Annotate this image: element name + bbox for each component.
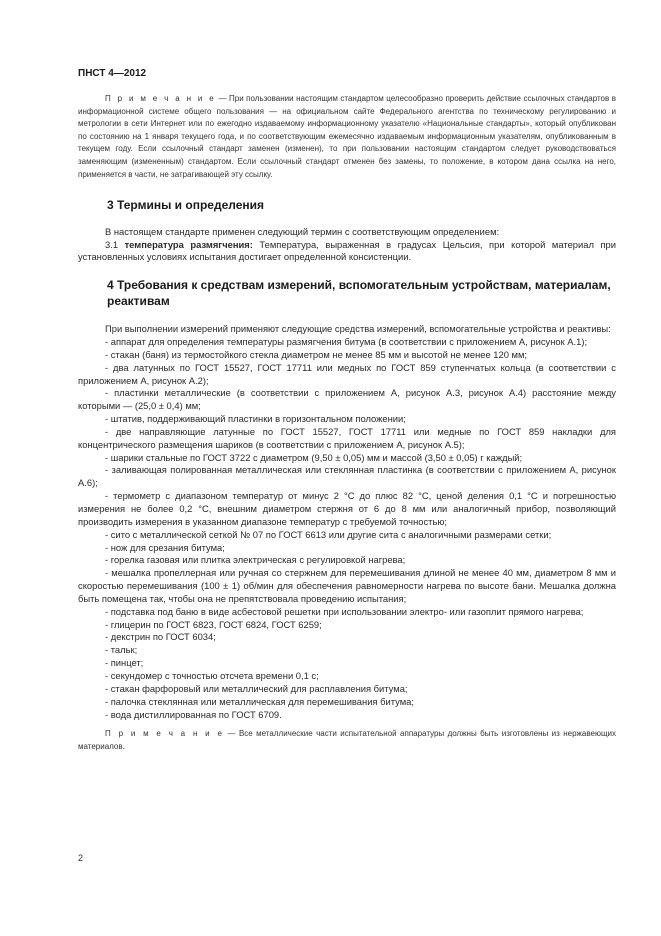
- page-number: 2: [78, 853, 84, 863]
- note-label: П р и м е ч а н и е: [105, 94, 216, 103]
- list-item: - пинцет;: [105, 657, 144, 669]
- list-item: - подставка под баню в виде асбестовой решетки при использовании электро- или газоплит прямого нагрева;: [105, 605, 584, 617]
- note-text: — При пользовании настоящим стандартом целесообразно проверить действие ссылочных стандартов в информационной системе общего пользования — на официальном сайте Федерального агентства по техническому регулированию и метрологии в сети Интернет или по ежегодно издаваемому информационному указателю «Национальные стандарты», который опубликован по состоянию на 1 января текущего года, и по соответствующим ежемесячно издаваемым информационным указателям, опубликованным в текущем году. Если ссылочный стандарт заменен (изменен), то при пользовании настоящим стандартом следует руководствоваться заменяющим (измененным) стандартом. Если ссылочный стандарт отменен без замены, то положение, в котором дана ссылка на него, применяется в части, не затрагивающей эту ссылку.: [78, 94, 616, 179]
- term-definition-text: Температура, выраженная в градусах Цельсия, при которой материал при установленных условиях испытания достигает определенной консистенции.: [78, 238, 616, 263]
- list-item: - заливающая полированная металлическая или стеклянная пластинка (в соответствии с приложением А, рисунок А.6);: [78, 464, 616, 489]
- list-item: - два латунных по ГОСТ 15527, ГОСТ 17711 или медных по ГОСТ 859 ступенчатых кольца (в соответствии с приложением А, рисунок А.2);: [78, 361, 616, 386]
- list-item: - аппарат для определения температуры размягчения битума (в соответствии с приложением А, рисунок А.1);: [105, 336, 588, 348]
- section-4-body: [78, 323, 616, 721]
- term-number: 3.1: [105, 238, 125, 250]
- list-item: - стакан (баня) из термостойкого стекла диаметром не менее 85 мм и высотой не менее 120 мм;: [105, 348, 528, 360]
- materials-note: [78, 728, 616, 753]
- document-code-header: ПНСТ 4—2012: [78, 68, 147, 79]
- list-item: - декстрин по ГОСТ 6034;: [105, 631, 216, 643]
- note-text: — Все металлические части испытательной аппаратуры должны быть изготовлены из нержавеющих материалов.: [78, 729, 616, 751]
- list-item: - стакан фарфоровый или металлический для расплавления битума;: [105, 682, 408, 694]
- list-item: - секундомер с точностью отсчета времени 0,1 с;: [105, 669, 319, 681]
- list-item: - палочка стеклянная или металлическая для перемешивания битума;: [105, 695, 414, 707]
- section-3-heading: 3 Термины и определения: [107, 198, 265, 213]
- term-name: температура размягчения:: [124, 238, 253, 250]
- list-item: - шарики стальные по ГОСТ 3722 с диаметром (9,50 ± 0,05) мм и массой (3,50 ± 0,05) г каждый;: [105, 451, 523, 463]
- list-item: - тальк;: [105, 644, 138, 656]
- section-3-body: [78, 226, 616, 265]
- reference-note: [78, 93, 616, 181]
- list-item: - сито с металлической сеткой № 07 по ГОСТ 6613 или другие сита с аналогичными размерами сетки;: [105, 528, 552, 540]
- section-4-heading-wrap: [78, 278, 616, 309]
- list-item: - нож для срезания битума;: [105, 541, 225, 553]
- list-item: - вода дистиллированная по ГОСТ 6709.: [105, 708, 282, 720]
- note-label: П р и м е ч а н и е: [105, 729, 225, 739]
- list-item: - глицерин по ГОСТ 6823, ГОСТ 6824, ГОСТ 6259;: [105, 618, 322, 630]
- list-item: - мешалка пропеллерная или ручная со стержнем для перемешивания длиной не менее 40 мм, диаметром 8 мм и скоростью перемешивания (100 ± 1) об/мин для обеспечения равномерности нагрева по высоте бани. Мешалка должна быть помещена так, чтобы она не препятствовала проведению испытания;: [78, 567, 616, 604]
- list-item: - пластинки металлические (в соответствии с приложением А, рисунок А.3, рисунок А.4) расстояние между которыми — (25,0 ± 0,4) мм;: [78, 387, 616, 412]
- page-content: [78, 93, 616, 754]
- list-item: - штатив, поддерживающий пластинки в горизонтальном положении;: [105, 413, 406, 425]
- list-item: - горелка газовая или плитка электрическая с регулировкой нагрева;: [105, 554, 406, 566]
- section-4-intro: При выполнении измерений применяют следующие средства измерений, вспомогательные устройства и реактивы:: [105, 323, 611, 335]
- term-definition: [78, 239, 616, 265]
- list-item: - термометр с диапазоном температур от минус 2 °С до плюс 82 °С, ценой деления 0,1 °С и погрешностью измерения не более 0,2 °С, внешним диаметром стержня от 6 до 8 мм или аналогичный прибор, позволяющий производить измерения в указанном диапазоне температур с требуемой точностью;: [78, 490, 616, 527]
- section-3-heading-wrap: [78, 198, 616, 214]
- section-3-intro: В настоящем стандарте применен следующий термин с соответствующим определением:: [105, 225, 500, 237]
- list-item: - две направляющие латунные по ГОСТ 15527, ГОСТ 17711 или медные по ГОСТ 859 накладки для концентрического размещения шариков (в соответствии с приложением А, рисунок А.5);: [78, 425, 616, 450]
- section-4-heading: 4 Требования к средствам измерений, вспомогательным устройствам, материалам, реактивам: [107, 278, 611, 308]
